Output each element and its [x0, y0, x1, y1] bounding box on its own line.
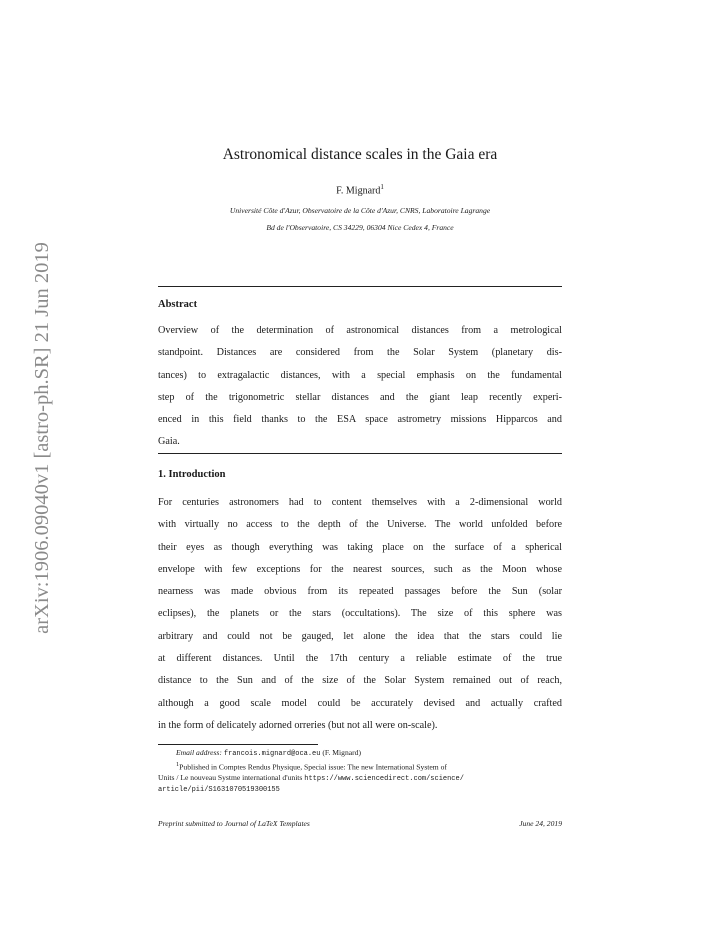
email-footnote — [158, 748, 562, 760]
preprint-date: June 24, 2019 — [519, 819, 562, 828]
publication-footnote-text-2: Units / Le nouveau Systme international d'units — [158, 772, 303, 782]
affiliation-line-1: Université Côte d'Azur, Observatoire de la Côte d'Azur, CNRS, Laboratoire Lagrange — [229, 206, 491, 215]
publication-footnote-text: Published in Comptes Rendus Physique, Special issue: The new International System of — [179, 762, 447, 772]
footnotes — [158, 748, 562, 796]
author-footnote-mark: 1 — [380, 183, 384, 191]
abstract-line: enced in this field thanks to the ESA space astrometry missions Hipparcos and — [158, 414, 562, 426]
author-line — [0, 183, 720, 196]
affiliation-line-2: Bd de l'Observatoire, CS 34229, 06304 Nice Cedex 4, France — [266, 223, 454, 232]
introduction-body — [158, 492, 562, 737]
abstract-line: Gaia. — [158, 436, 180, 448]
intro-line: in the form of delicately adorned orreries (but not all were on-scale). — [158, 719, 438, 731]
publication-footnote-mark: 1 — [176, 760, 180, 768]
paper-title: Astronomical distance scales in the Gaia era — [222, 146, 498, 163]
intro-line: with virtually no access to the depth of the Universe. The world unfolded before — [158, 519, 562, 531]
intro-line: at different distances. Until the 17th century a reliable estimate of the true — [158, 653, 562, 665]
abstract-line: tances) to extragalactic distances, with a special emphasis on the fundamental — [158, 369, 562, 381]
intro-line: although a good scale model could be accurately devised and actually crafted — [158, 697, 562, 709]
abstract-bottom-rule — [158, 453, 562, 454]
publication-url-link-cont[interactable]: article/pii/S1631070519300155 — [158, 786, 280, 795]
abstract-top-rule — [158, 286, 562, 287]
abstract-body — [158, 320, 562, 454]
publication-footnote-line-2 — [158, 773, 562, 785]
email-label: Email address: — [176, 748, 222, 757]
abstract-line: step of the trigonometric stellar distances and the giant leap recently experi- — [158, 391, 562, 403]
publication-footnote-line-3 — [158, 784, 562, 796]
intro-line: nearness was made obvious from its repeated passages before the Sun (solar — [158, 586, 562, 598]
abstract-line: Overview of the determination of astronomical distances from a metrological — [158, 325, 562, 336]
email-link[interactable]: francois.mignard@oca.eu — [223, 750, 321, 758]
intro-line: their eyes as though everything was taking place on the surface of a spherical — [158, 541, 562, 553]
intro-line: eclipses), the planets or the stars (occultations). The size of this sphere was — [158, 608, 562, 620]
introduction-heading: 1. Introduction — [158, 469, 226, 480]
abstract-heading: Abstract — [158, 299, 198, 310]
abstract-line: standpoint. Distances are considered from the Solar System (planetary dis- — [158, 347, 562, 359]
intro-line: envelope with few exceptions for the nearest sources, such as the Moon whose — [158, 563, 562, 575]
intro-line: For centuries astronomers had to content themselves with a 2-dimensional world — [158, 497, 562, 508]
preprint-note: Preprint submitted to Journal of LaTeX Templates — [158, 819, 310, 828]
publication-url-link[interactable]: https://www.sciencedirect.com/science/ — [304, 774, 464, 783]
publication-footnote-line-1 — [158, 760, 562, 773]
arxiv-stamp: arXiv:1906.09040v1 [astro-ph.SR] 21 Jun 2019 — [31, 242, 53, 634]
intro-line: arbitrary and could not be gauged, let alone the idea that the stars could lie — [158, 630, 562, 642]
footnote-rule — [158, 744, 318, 745]
author-name: F. Mignard — [336, 185, 381, 197]
email-owner: (F. Mignard) — [322, 748, 361, 757]
intro-line: distance to the Sun and of the size of the Solar System remained out of reach, — [158, 675, 562, 687]
